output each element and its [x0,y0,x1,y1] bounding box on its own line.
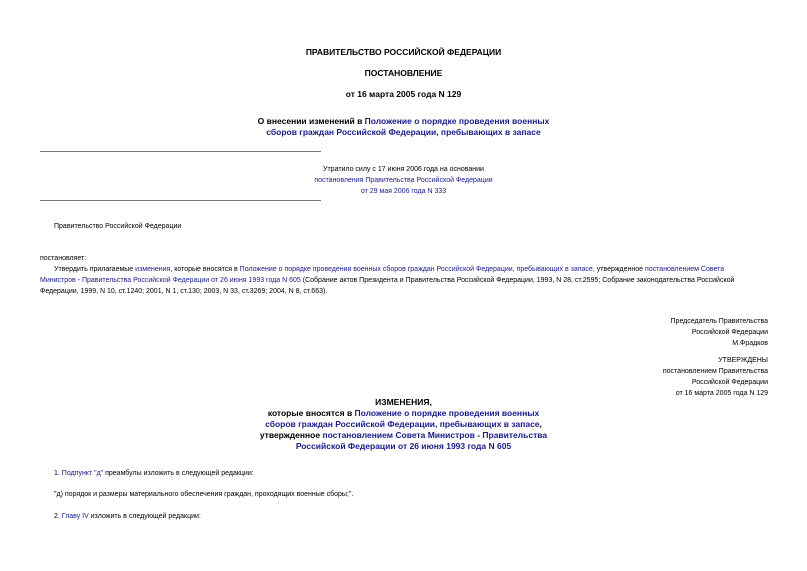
resolves-text: постановляет: [40,255,87,262]
status-link-resolution-date[interactable]: от 29 мая 2006 года N 333 [360,188,447,195]
changes-approved-prefix: утвержденное [259,430,323,440]
issuer-text: Правительство Российской Федерации [54,223,182,230]
signature-position: Председатель Правительства [670,318,768,325]
link-regulation[interactable]: Положение о порядке проведения военных сборов граждан Российской Федерации, пребывающих в запасе [239,266,593,273]
approved-country: Российской Федерации [691,379,768,386]
item-1-text: преамбулы изложить в следующей редакции: [103,470,254,477]
signature-block [671,316,768,349]
status-note [250,164,557,197]
item-1-quote: "д) порядок и размеры материального обеспечения граждан, проходящих военные сборы;". [54,491,354,498]
government-name: ПРАВИТЕЛЬСТВО РОССИЙСКОЙ ФЕДЕРАЦИИ [305,47,502,57]
link-changes[interactable]: изменения [135,266,171,273]
title-link-regulation[interactable]: Положение о порядке проведения военных [364,116,550,126]
document-title [0,116,807,138]
changes-link-council-cont[interactable]: Российской Федерации от 26 июня 1993 года N 605 [295,441,512,451]
approved-block [663,355,768,399]
approval-citation: (Собрание актов Президента и Правительства Российской Федерации, 1993, N 28, ст.2595; Собрание законодательства Российской [300,277,735,284]
changes-link-regulation[interactable]: Положение о порядке проведения военных [354,408,540,418]
approval-text: , которые вносятся в [170,266,240,273]
status-link-resolution[interactable]: постановления Правительства Российской Федерации [314,177,493,184]
link-subparagraph-d[interactable]: Подпункт "д" [61,470,104,477]
status-line: Утратило силу с 17 июня 2006 года на основании [323,166,484,173]
document-type: ПОСТАНОВЛЕНИЕ [364,68,443,78]
changes-heading [0,397,807,452]
approved-date: от 16 марта 2005 года N 129 [675,390,768,397]
title-link-regulation-cont[interactable]: сборов граждан Российской Федерации, пребывающих в запасе [266,127,541,137]
approval-citation-end: Федерации, 1999, N 10, ст.1240; 2001, N 1, ст.130; 2003, N 33, ст.3269; 2004, N 8, ст.663). [40,288,328,295]
changes-link-regulation-cont[interactable]: сборов граждан Российской Федерации, пребывающих в запасе [265,419,540,429]
link-chapter-iv[interactable]: Главу IV [61,513,89,520]
item-2-number: 2. [54,513,62,520]
changes-comma: , [539,419,542,429]
signature-country: Российской Федерации [691,329,768,336]
signature-name: М.Фрадков [732,340,768,347]
link-council-resolution-cont[interactable]: Министров - Правительства Российской Федерации от 26 июня 1993 года N 605 [40,277,301,284]
approval-text: Утвердить прилагаемые [54,266,136,273]
changes-prefix: которые вносятся в [267,408,355,418]
link-council-resolution[interactable]: постановлением Совета [644,266,725,273]
item-1-number: 1. [54,470,62,477]
document-date-number: от 16 марта 2005 года N 129 [345,89,462,99]
item-2-text: изложить в следующей редакции: [88,513,201,520]
top-divider [40,151,321,152]
approval-paragraph [40,264,770,297]
changes-title: ИЗМЕНЕНИЯ, [375,397,432,407]
item-1 [54,469,254,478]
title-prefix: О внесении изменений в [257,116,365,126]
changes-link-council[interactable]: постановлением Совета Министров - Правительства [322,430,548,440]
approved-label: УТВЕРЖДЕНЫ [718,357,768,364]
approval-text: , утвержденное [592,266,645,273]
approved-by: постановлением Правительства [662,368,768,375]
bottom-divider [40,200,321,201]
item-2 [54,512,201,521]
